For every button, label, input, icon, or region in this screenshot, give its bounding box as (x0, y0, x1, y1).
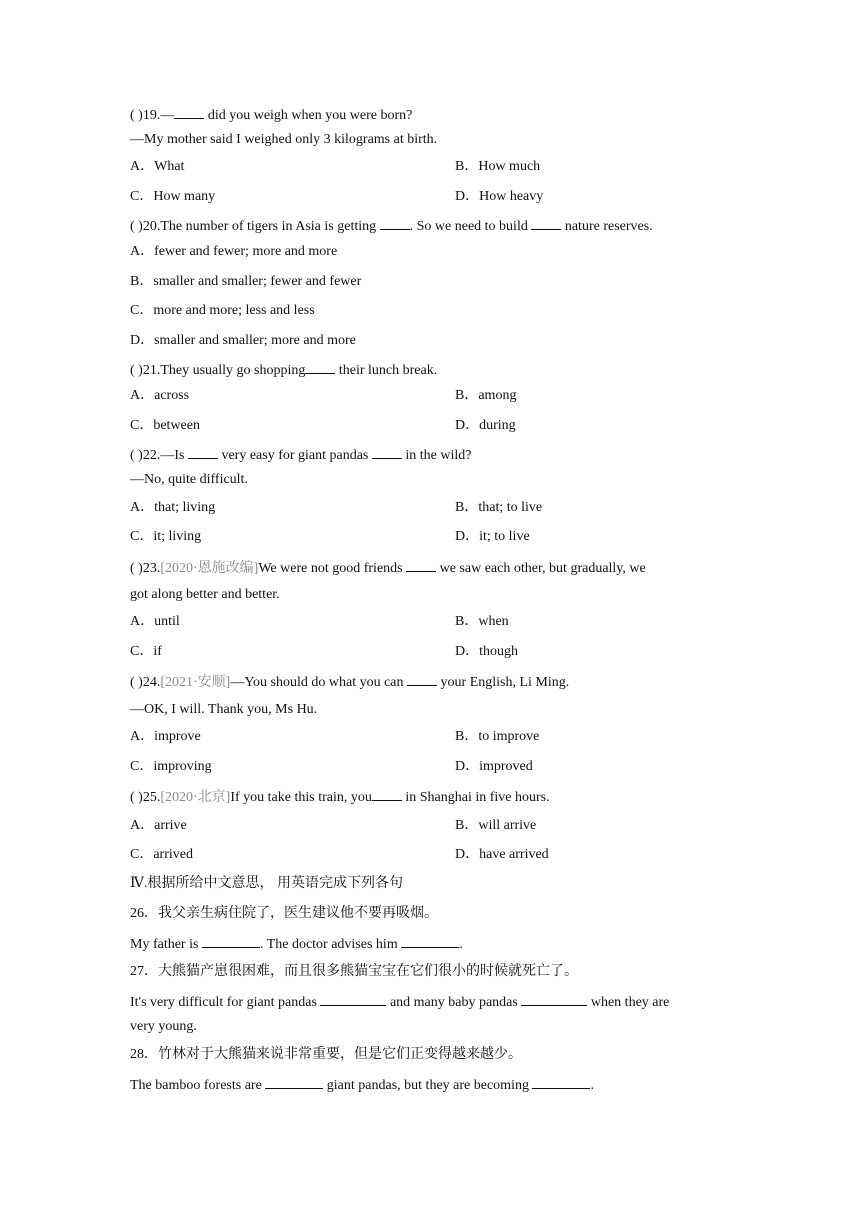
answer-blank[interactable] (188, 444, 218, 459)
q19-stem-text: ( )19.— (130, 108, 175, 123)
q19-option-a[interactable]: A．What (130, 159, 185, 174)
q26-chinese-prompt: 26．我父亲生病住院了，医生建议他不要再吸烟。 (130, 906, 438, 921)
q20-option-c[interactable]: C．more and more; less and less (130, 303, 315, 318)
q25-source-tag: [2020·北京] (160, 790, 231, 805)
q21-option-a[interactable]: A．across (130, 388, 190, 403)
answer-blank[interactable] (380, 215, 410, 230)
q28-text: The bamboo forests are (130, 1078, 266, 1093)
q24-stem-text-2: —You should do what you can (230, 675, 408, 690)
q19-option-d[interactable]: D．How heavy (455, 189, 544, 204)
answer-blank[interactable] (406, 557, 436, 572)
answer-blank[interactable] (174, 104, 204, 119)
q28-english-line (130, 1074, 730, 1096)
q20-option-a[interactable]: A．fewer and fewer; more and more (130, 244, 338, 259)
q27-english-line-continued: very young. (130, 1019, 197, 1034)
q25-option-a[interactable]: A．arrive (130, 818, 187, 833)
answer-blank[interactable] (401, 933, 459, 948)
q24-option-b[interactable]: B．to improve (455, 729, 540, 744)
q26-text-3: . (459, 937, 463, 952)
q28-text-3: . (590, 1078, 594, 1093)
q22-option-b[interactable]: B．that; to live (455, 500, 543, 515)
q19-option-c[interactable]: C．How many (130, 189, 216, 204)
q23-option-a[interactable]: A．until (130, 614, 180, 629)
q22-stem-text-3: in the wild? (401, 448, 472, 463)
q24-option-a[interactable]: A．improve (130, 729, 201, 744)
q24-option-d[interactable]: D．improved (455, 759, 533, 774)
question-19-stem (130, 104, 730, 126)
answer-blank[interactable] (372, 786, 402, 801)
q19-option-b[interactable]: B．How much (455, 159, 541, 174)
q21-option-b[interactable]: B．among (455, 388, 517, 403)
q24-stem-text-3: your English, Li Ming. (437, 675, 570, 690)
q19-stem-text-2: did you weigh when you were born? (204, 108, 413, 123)
q25-stem-text-3: in Shanghai in five hours. (401, 790, 550, 805)
answer-blank[interactable] (532, 1074, 590, 1089)
q23-stem-text: ( )23. (130, 561, 161, 576)
answer-blank[interactable] (521, 991, 587, 1006)
question-25-stem (130, 786, 730, 808)
question-23-stem-continued: got along better and better. (130, 587, 280, 602)
question-20-stem (130, 215, 730, 237)
q22-option-d[interactable]: D．it; to live (455, 529, 530, 544)
question-22-reply: —No, quite difficult. (130, 472, 248, 487)
q26-english-line (130, 933, 730, 955)
question-19-reply: —My mother said I weighed only 3 kilograms at birth. (130, 132, 438, 147)
question-24-stem (130, 671, 730, 693)
q20-stem-text-2: . So we need to build (409, 219, 532, 234)
q28-text-2: giant pandas, but they are becoming (323, 1078, 533, 1093)
q22-stem-text-2: very easy for giant pandas (217, 448, 372, 463)
q25-option-c[interactable]: C．arrived (130, 847, 193, 862)
question-24-reply: —OK, I will. Thank you, Ms Hu. (130, 702, 318, 717)
q25-option-b[interactable]: B．will arrive (455, 818, 537, 833)
q24-source-tag: [2021·安顺] (160, 675, 231, 690)
q20-option-b[interactable]: B．smaller and smaller; fewer and fewer (130, 274, 362, 289)
answer-blank[interactable] (372, 444, 402, 459)
q24-option-c[interactable]: C．improving (130, 759, 212, 774)
question-22-stem (130, 444, 730, 466)
q27-text: It's very difficult for giant pandas (130, 995, 321, 1010)
q23-source-tag: [2020·恩施改编] (160, 561, 259, 576)
q27-text-3: when they are (587, 995, 670, 1010)
q21-stem-text-2: their lunch break. (335, 363, 438, 378)
q22-option-c[interactable]: C．it; living (130, 529, 202, 544)
q21-option-c[interactable]: C．between (130, 418, 200, 433)
q25-stem-text: ( )25. (130, 790, 161, 805)
q21-stem-text: ( )21.They usually go shopping (130, 363, 306, 378)
q25-option-d[interactable]: D．have arrived (455, 847, 549, 862)
q27-chinese-prompt: 27．大熊猫产崽很困难，而且很多熊猫宝宝在它们很小的时候就死亡了。 (130, 964, 578, 979)
q23-stem-text-3: we saw each other, but gradually, we (436, 561, 646, 576)
q22-option-a[interactable]: A．that; living (130, 500, 216, 515)
q26-text-2: . The doctor advises him (259, 937, 402, 952)
q21-option-d[interactable]: D．during (455, 418, 516, 433)
q20-option-d[interactable]: D．smaller and smaller; more and more (130, 333, 356, 348)
q25-stem-text-2: If you take this train, you (230, 790, 372, 805)
q28-chinese-prompt: 28．竹林对于大熊猫来说非常重要，但是它们正变得越来越少。 (130, 1047, 522, 1062)
q23-option-d[interactable]: D．though (455, 644, 518, 659)
section-4-heading: Ⅳ.根据所给中文意思， 用英语完成下列各句 (130, 876, 403, 891)
q27-english-line (130, 991, 730, 1013)
q22-stem-text: ( )22.—Is (130, 448, 188, 463)
q26-text: My father is (130, 937, 202, 952)
question-21-stem (130, 359, 730, 381)
q23-option-b[interactable]: B．when (455, 614, 509, 629)
question-23-stem (130, 557, 730, 579)
q24-stem-text: ( )24. (130, 675, 161, 690)
q20-stem-text-3: nature reserves. (561, 219, 653, 234)
answer-blank[interactable] (531, 215, 561, 230)
q27-text-2: and many baby pandas (386, 995, 522, 1010)
answer-blank[interactable] (202, 933, 260, 948)
q20-stem-text: ( )20.The number of tigers in Asia is getting (130, 219, 380, 234)
answer-blank[interactable] (305, 359, 335, 374)
answer-blank[interactable] (320, 991, 386, 1006)
q23-option-c[interactable]: C．if (130, 644, 162, 659)
q23-stem-text-2: We were not good friends (258, 561, 407, 576)
answer-blank[interactable] (407, 671, 437, 686)
answer-blank[interactable] (265, 1074, 323, 1089)
